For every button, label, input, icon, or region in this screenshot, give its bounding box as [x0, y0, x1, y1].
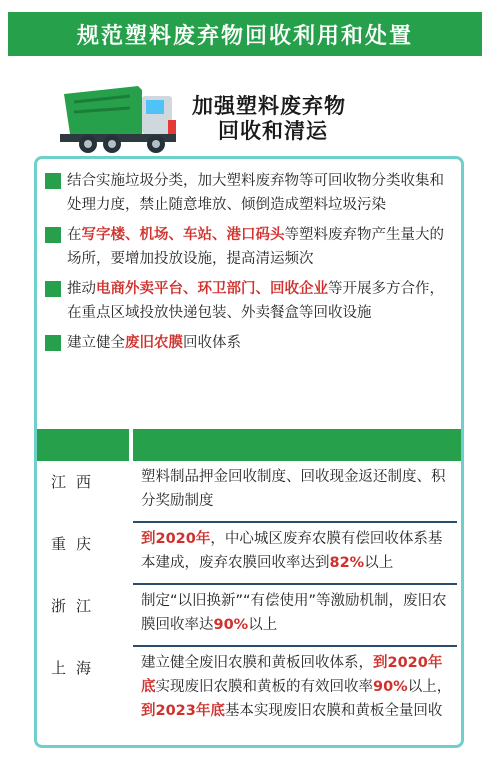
measure-text — [133, 585, 461, 647]
body-text: 基本实现废旧农膜和黄板全量回收 — [224, 703, 443, 719]
body-text: 以上， — [407, 679, 452, 695]
bullet-list — [45, 169, 455, 361]
bullet-text — [67, 277, 455, 325]
body-text: 推动 — [67, 281, 96, 297]
bullet-square-icon — [45, 227, 61, 243]
table-header — [37, 429, 461, 461]
body-text: 在 — [67, 227, 82, 243]
table-header-province — [37, 429, 133, 461]
highlight-text: 到2020年底 — [141, 655, 443, 695]
province-table — [37, 461, 461, 739]
banner-title: 规范塑料废弃物回收利用和处置 — [8, 12, 482, 56]
body-text: 以上 — [248, 617, 278, 633]
body-text: 回收体系 — [183, 335, 241, 351]
measure-text — [133, 647, 461, 739]
highlight-text: 到2023年底 — [141, 703, 225, 719]
body-text: 以上 — [364, 555, 394, 571]
highlight-text: 90% — [213, 617, 249, 633]
table-row — [37, 523, 461, 585]
content-card — [34, 156, 464, 748]
highlight-text: 82% — [329, 555, 365, 571]
bullet-text — [67, 223, 455, 271]
body-text: ，中心城区废弃农膜有偿回收体系基本建成，废弃农膜回收率达到 — [141, 531, 443, 571]
bullet-item — [45, 331, 455, 355]
body-text: 等塑料废弃物产生量大的场所，要增加投放设施，提高清运频次 — [67, 227, 444, 267]
body-text: 等开展多方合作，在重点区域投放快递包装、外卖餐盒等回收设施 — [67, 281, 444, 321]
table-row — [37, 647, 461, 739]
bullet-text — [67, 169, 455, 217]
province-name: 江西 — [51, 473, 102, 491]
bullet-item — [45, 277, 455, 325]
body-text: 制定“以旧换新”“有偿使用”等激励机制，废旧农膜回收率达 — [141, 593, 447, 633]
highlight-text: 写字楼、机场、车站、港口码头 — [81, 227, 285, 243]
bullet-square-icon — [45, 173, 61, 189]
measure-text — [133, 523, 461, 585]
body-text: 建立健全废旧农膜和黄板回收体系， — [141, 655, 373, 671]
body-text: 实现废旧农膜和黄板的有效回收率 — [155, 679, 373, 695]
section-headline — [192, 94, 372, 144]
province-name: 上海 — [51, 659, 102, 677]
body-text: 结合实施垃圾分类，加大塑料废弃物等可回收物分类收集和处理力度，禁止随意堆放、倾倒造成塑料垃圾污染 — [67, 173, 444, 213]
highlight-text: 90% — [373, 679, 408, 695]
garbage-truck-icon — [60, 82, 184, 154]
body-text: 建立健全 — [67, 335, 125, 351]
bullet-square-icon — [45, 335, 61, 351]
measure-text — [133, 461, 461, 523]
bullet-text — [67, 331, 455, 355]
highlight-text: 废旧农膜 — [125, 335, 183, 351]
bullet-square-icon — [45, 281, 61, 297]
bullet-item — [45, 169, 455, 217]
headline-line1: 加强塑料废弃物 — [192, 94, 346, 118]
headline-line2: 回收和清运 — [218, 119, 328, 143]
body-text: 塑料制品押金回收制度、回收现金返还制度、积分奖励制度 — [141, 469, 446, 509]
table-row — [37, 461, 461, 523]
table-header-measures — [133, 429, 461, 461]
highlight-text: 到2020年 — [141, 531, 211, 547]
highlight-text: 电商外卖平台、环卫部门、回收企业 — [96, 281, 328, 297]
bullet-item — [45, 223, 455, 271]
province-name: 重庆 — [51, 535, 102, 553]
province-name: 浙江 — [51, 597, 102, 615]
table-row — [37, 585, 461, 647]
